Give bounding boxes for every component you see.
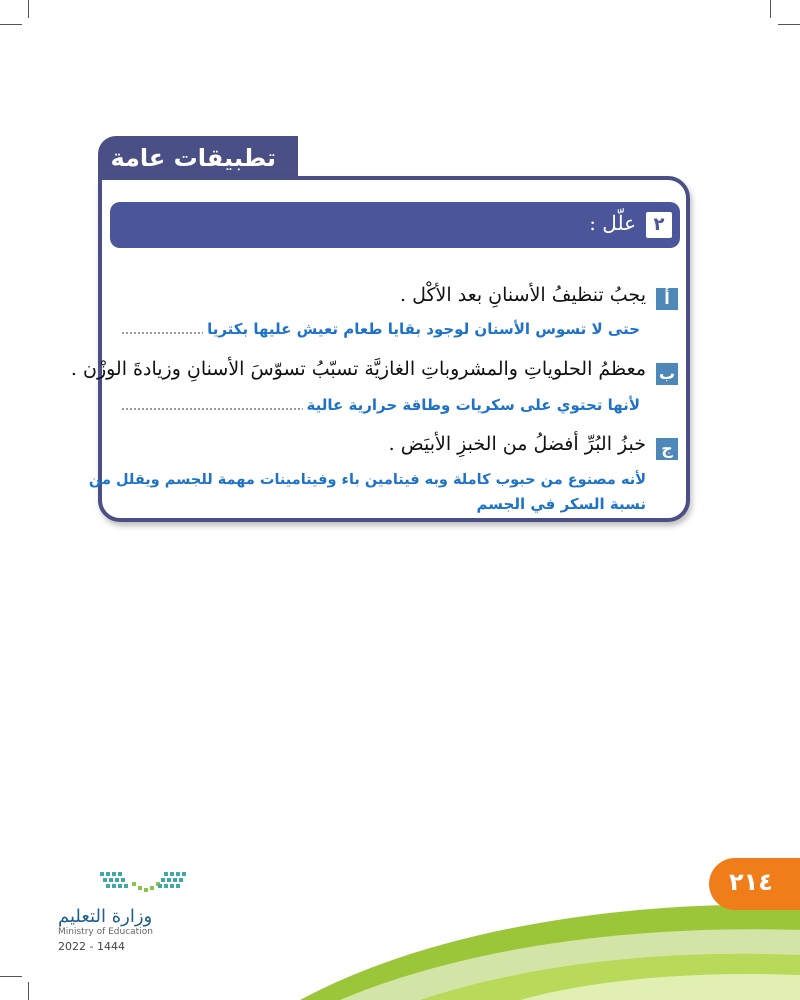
page-number: ٢١٤ [729,868,773,896]
section-title: تطبيقات عامة [110,144,276,172]
answer-b: لأنها تحتوي على سكريات وطاقة حرارية عالية [303,396,640,414]
ministry-name-arabic: وزارة التعليم [58,906,153,927]
ministry-name-english: Ministry of Education [58,927,153,937]
answer-a: حتى لا تسوس الأسنان لوجود بقايا طعام تعيش عليها بكتريا [203,320,640,338]
edition-year: 2022 - 1444 [58,940,125,953]
item-text-a: يجبُ تنظيفُ الأسنانِ بعد الأكْل . [400,284,646,306]
question-number: ٢ [646,212,672,238]
item-letter-a: أ [656,288,678,310]
answer-c-line1: لأنه مصنوع من حبوب كاملة وبه فيتامين باء وفيتامينات مهمة للجسم ويقلل من [88,472,646,488]
page-number-badge [709,858,800,910]
item-letter-b: ب [656,363,678,385]
item-letter-c: ج [656,438,678,460]
question-label: علّل : [589,211,636,235]
item-text-c: خبزُ البُرِّ أفضلُ من الخبزِ الأبيَض . [388,433,646,455]
ministry-logo-icon [98,866,192,898]
answer-c-line2: نسبة السكر في الجسم [476,495,646,513]
item-text-b: معظمُ الحلوياتِ والمشروباتِ الغازيَّة تسبّبُ تسوّسَ الأسنانِ وزيادةَ الوزْن . [70,358,646,380]
